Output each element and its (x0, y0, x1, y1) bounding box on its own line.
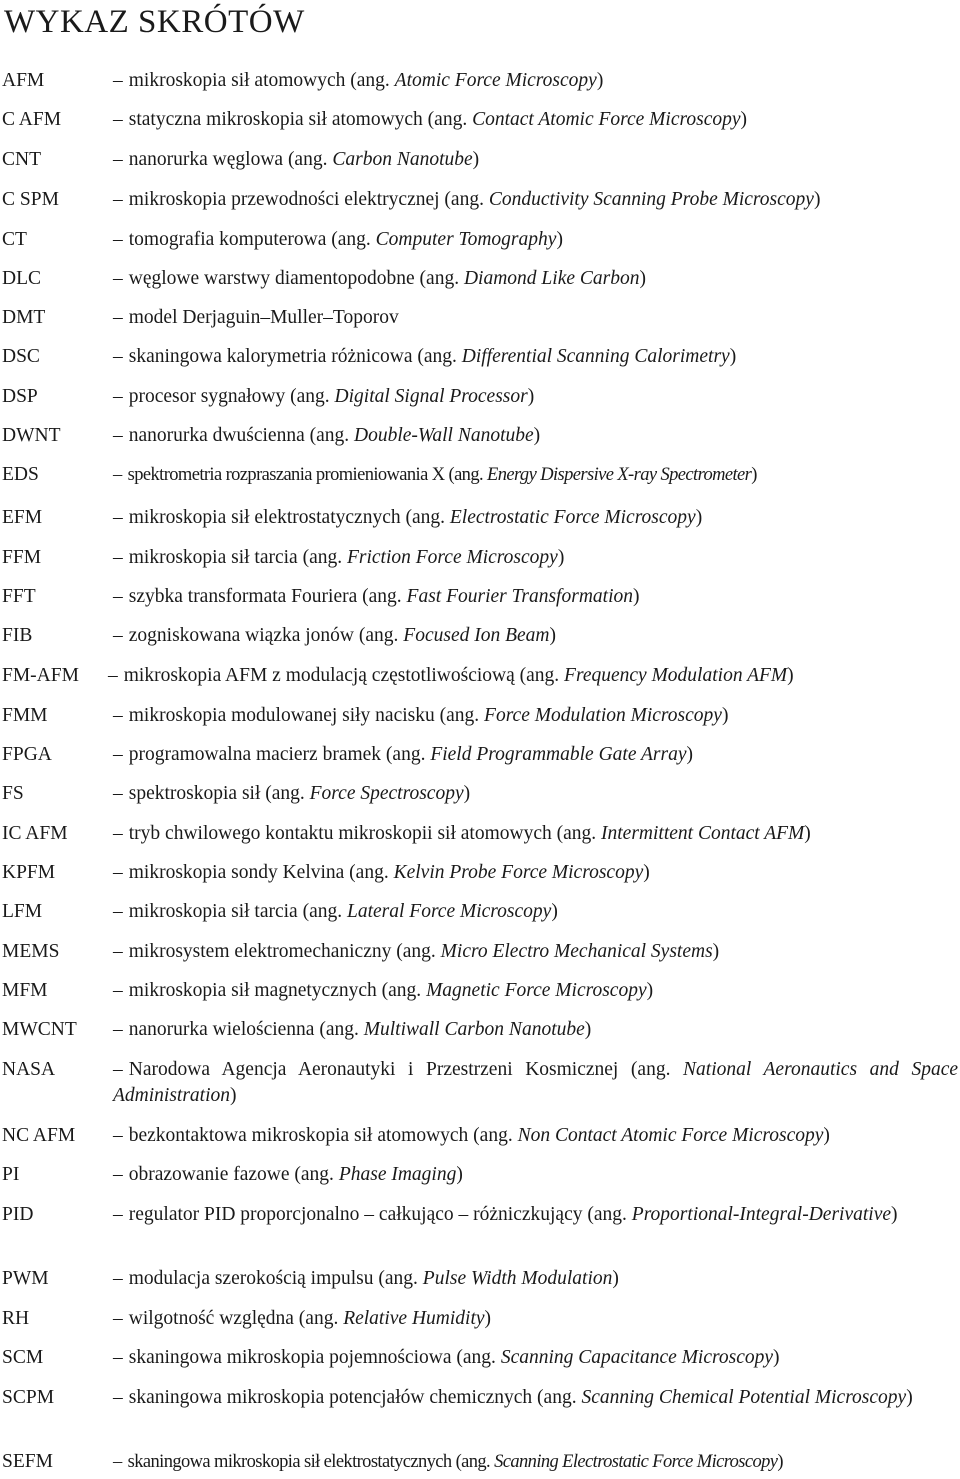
polish-definition: skaningowa mikroskopia pojemnościowa (ang. (128, 1347, 501, 1368)
dash-separator: – (113, 1347, 123, 1368)
dash-separator: – (113, 625, 123, 646)
english-term: Scanning Electrostatic Force Microscopy (494, 1452, 778, 1472)
closing-parenthesis: ) (891, 1204, 898, 1225)
abbreviation-description (113, 266, 958, 292)
polish-definition: wilgotność względna (ang. (128, 1308, 344, 1329)
closing-parenthesis: ) (533, 425, 541, 446)
abbreviation: NASA (2, 1059, 56, 1080)
dash-separator: – (113, 1204, 123, 1225)
polish-definition: skaningowa mikroskopia potencjałów chemicznych (ang. (128, 1387, 582, 1408)
english-term: Intermittent Contact AFM (601, 823, 805, 844)
abbreviation-description (113, 1123, 958, 1149)
english-term: Force Modulation Microscopy (484, 705, 722, 726)
abbreviation-description (113, 384, 958, 410)
dash-separator: – (113, 386, 123, 407)
abbreviation-description (113, 1266, 958, 1292)
english-term: Kelvin Probe Force Microscopy (393, 862, 644, 883)
abbreviation-description (113, 821, 958, 847)
closing-parenthesis: ) (632, 586, 640, 607)
closing-parenthesis: ) (484, 1308, 492, 1329)
closing-parenthesis: ) (686, 744, 694, 765)
english-term: Differential Scanning Calorimetry (461, 346, 730, 367)
dash-separator: – (113, 586, 123, 607)
closing-parenthesis: ) (584, 1019, 592, 1040)
dash-separator: – (113, 507, 123, 528)
abbreviation: PI (2, 1164, 20, 1185)
abbreviation: FFT (2, 586, 36, 607)
english-term: Diamond Like Carbon (463, 268, 640, 289)
dash-separator: – (113, 1059, 123, 1080)
abbreviation-description (113, 1057, 958, 1109)
closing-parenthesis: ) (557, 547, 565, 568)
abbreviation: NC AFM (2, 1125, 76, 1146)
abbreviation-description (113, 939, 958, 965)
abbreviation: CT (2, 229, 27, 250)
abbreviation: FFM (2, 547, 42, 568)
english-term: Contact Atomic Force Microscopy (472, 109, 741, 130)
abbreviation: IC AFM (2, 823, 68, 844)
polish-definition: mikroskopia AFM z modulacją częstotliwościową (ang. (123, 665, 565, 686)
closing-parenthesis: ) (549, 625, 556, 646)
abbreviation: SEFM (2, 1451, 53, 1472)
abbreviation-description (113, 899, 958, 925)
polish-definition: nanorurka dwuścienna (ang. (128, 425, 354, 446)
abbreviation-description (113, 978, 958, 1004)
english-term: Computer Tomography (375, 229, 557, 250)
closing-parenthesis: ) (456, 1164, 463, 1185)
polish-definition: programowalna macierz bramek (ang. (128, 744, 431, 765)
dash-separator: – (113, 346, 123, 367)
english-term: Electrostatic Force Microscopy (449, 507, 696, 528)
polish-definition: obrazowanie fazowe (ang. (128, 1164, 339, 1185)
closing-parenthesis: ) (639, 268, 646, 289)
closing-parenthesis: ) (612, 1268, 619, 1289)
english-term: Phase Imaging (338, 1164, 457, 1185)
closing-parenthesis: ) (551, 901, 558, 922)
dash-separator: – (113, 1308, 123, 1329)
dash-separator: – (113, 744, 123, 765)
abbreviation-description (113, 1385, 958, 1411)
english-term: Energy Dispersive X-ray Spectrometer (487, 465, 752, 485)
abbreviation: AFM (2, 70, 45, 91)
dash-separator: – (113, 189, 123, 210)
polish-definition: regulator PID proporcjonalno – całkująco – różniczkujący (ang. (128, 1204, 632, 1225)
dash-separator: – (113, 901, 123, 922)
polish-definition: statyczna mikroskopia sił atomowych (ang. (128, 109, 473, 130)
english-term: Scanning Capacitance Microscopy (500, 1347, 774, 1368)
abbreviation-description (113, 781, 958, 807)
polish-definition: zogniskowana wiązka jonów (ang. (128, 625, 404, 646)
dash-separator: – (113, 941, 123, 962)
polish-definition: skaningowa mikroskopia sił elektrostatycznych (ang. (127, 1452, 495, 1472)
polish-definition: mikroskopia sił atomowych (ang. (128, 70, 395, 91)
abbreviation: MWCNT (2, 1019, 77, 1040)
abbreviation: SCM (2, 1347, 44, 1368)
abbreviation: EFM (2, 507, 43, 528)
dash-separator: – (113, 1387, 123, 1408)
closing-parenthesis: ) (643, 862, 650, 883)
english-term: Conductivity Scanning Probe Microscopy (488, 189, 814, 210)
english-term: Frequency Modulation AFM (564, 665, 788, 686)
abbreviation-description (113, 584, 958, 610)
abbreviation: FMM (2, 705, 48, 726)
polish-definition: węglowe warstwy diamentopodobne (ang. (128, 268, 464, 289)
polish-definition: skaningowa kalorymetria różnicowa (ang. (128, 346, 462, 367)
english-term: Pulse Width Modulation (422, 1268, 613, 1289)
abbreviation: LFM (2, 901, 43, 922)
abbreviation: RH (2, 1308, 30, 1329)
abbreviation: FPGA (2, 744, 52, 765)
english-term: Atomic Force Microscopy (394, 70, 597, 91)
abbreviation: MFM (2, 980, 48, 1001)
dash-separator: – (113, 823, 123, 844)
english-term: Digital Signal Processor (334, 386, 528, 407)
closing-parenthesis: ) (721, 705, 729, 726)
english-term: Micro Electro Mechanical Systems (440, 941, 713, 962)
abbreviation-description (113, 742, 958, 768)
abbreviation-description (108, 663, 958, 689)
english-term: Proportional-Integral-Derivative (631, 1204, 892, 1225)
abbreviation-description (113, 462, 958, 488)
abbreviation: PWM (2, 1268, 49, 1289)
abbreviation-description (113, 1449, 958, 1475)
dash-separator: – (113, 980, 123, 1001)
abbreviation: DSP (2, 386, 38, 407)
closing-parenthesis: ) (556, 229, 563, 250)
closing-parenthesis: ) (740, 109, 748, 130)
dash-separator: – (113, 70, 123, 91)
dash-separator: – (113, 307, 123, 328)
polish-definition: szybka transformata Fouriera (ang. (128, 586, 407, 607)
closing-parenthesis: ) (695, 507, 703, 528)
closing-parenthesis: ) (712, 941, 720, 962)
polish-definition: tryb chwilowego kontaktu mikroskopii sił atomowych (ang. (128, 823, 602, 844)
closing-parenthesis: ) (751, 465, 757, 485)
english-term: Magnetic Force Microscopy (426, 980, 647, 1001)
abbreviation-description (113, 545, 958, 571)
closing-parenthesis: ) (804, 823, 811, 844)
closing-parenthesis: ) (527, 386, 535, 407)
abbreviation: DSC (2, 346, 40, 367)
closing-parenthesis: ) (463, 783, 471, 804)
english-term: Lateral Force Microscopy (346, 901, 552, 922)
polish-definition: nanorurka wielościenna (ang. (128, 1019, 364, 1040)
english-term: Carbon Nanotube (332, 149, 473, 170)
abbreviation: C SPM (2, 189, 59, 210)
page-title: WYKAZ SKRÓTÓW (4, 4, 305, 40)
dash-separator: – (113, 1268, 123, 1289)
abbreviation-description (113, 860, 958, 886)
closing-parenthesis: ) (823, 1125, 830, 1146)
abbreviation-description (113, 1162, 958, 1188)
english-term: National Aeronautics and Space Administration (113, 1059, 958, 1106)
closing-parenthesis: ) (787, 665, 794, 686)
english-term: Field Programmable Gate Array (430, 744, 687, 765)
polish-definition: spektrometria rozpraszania promieniowania X (ang. (127, 465, 488, 485)
dash-separator: – (113, 465, 122, 485)
closing-parenthesis: ) (777, 1452, 783, 1472)
abbreviation: FS (2, 783, 24, 804)
abbreviation: DWNT (2, 425, 61, 446)
dash-separator: – (108, 665, 118, 686)
polish-definition: modulacja szerokością impulsu (ang. (128, 1268, 423, 1289)
closing-parenthesis: ) (230, 1085, 237, 1106)
abbreviation: KPFM (2, 862, 56, 883)
english-term: Friction Force Microscopy (346, 547, 558, 568)
abbreviation-description (113, 147, 958, 173)
polish-definition: mikroskopia przewodności elektrycznej (ang. (128, 189, 489, 210)
english-term: Relative Humidity (343, 1308, 485, 1329)
abbreviation-description (113, 1306, 958, 1332)
english-term: Focused Ion Beam (403, 625, 550, 646)
polish-definition: bezkontaktowa mikroskopia sił atomowych (ang. (128, 1125, 518, 1146)
dash-separator: – (113, 705, 123, 726)
abbreviation-description (113, 227, 958, 253)
dash-separator: – (113, 229, 123, 250)
polish-definition: procesor sygnałowy (ang. (128, 386, 335, 407)
dash-separator: – (113, 862, 123, 883)
abbreviation: EDS (2, 464, 39, 485)
english-term: Double-Wall Nanotube (354, 425, 534, 446)
dash-separator: – (113, 109, 123, 130)
polish-definition: mikroskopia sondy Kelvina (ang. (128, 862, 394, 883)
abbreviation: FM-AFM (2, 665, 79, 686)
dash-separator: – (113, 783, 123, 804)
abbreviation: MEMS (2, 941, 60, 962)
closing-parenthesis: ) (472, 149, 480, 170)
polish-definition: mikroskopia sił tarcia (ang. (128, 901, 347, 922)
dash-separator: – (113, 547, 123, 568)
english-term: Fast Fourier Transformation (406, 586, 633, 607)
closing-parenthesis: ) (773, 1347, 780, 1368)
closing-parenthesis: ) (813, 189, 821, 210)
closing-parenthesis: ) (906, 1387, 913, 1408)
closing-parenthesis: ) (729, 346, 737, 367)
abbreviation: DMT (2, 307, 46, 328)
abbreviation-description (113, 703, 958, 729)
english-term: Multiwall Carbon Nanotube (363, 1019, 585, 1040)
abbreviation-description (113, 505, 958, 531)
abbreviation-description (113, 68, 958, 94)
abbreviation-description (113, 423, 958, 449)
polish-definition: nanorurka węglowa (ang. (128, 149, 333, 170)
abbreviation-description (113, 305, 958, 331)
polish-definition: mikroskopia sił elektrostatycznych (ang. (128, 507, 450, 528)
dash-separator: – (113, 1019, 123, 1040)
dash-separator: – (113, 149, 123, 170)
polish-definition: mikrosystem elektromechaniczny (ang. (128, 941, 441, 962)
abbreviation-description (113, 187, 958, 213)
dash-separator: – (113, 1125, 123, 1146)
abbreviation: FIB (2, 625, 33, 646)
abbreviation-description (113, 1202, 958, 1228)
abbreviation-description (113, 1017, 958, 1043)
polish-definition: spektroskopia sił (ang. (128, 783, 310, 804)
closing-parenthesis: ) (596, 70, 604, 91)
polish-definition: Narodowa Agencja Aeronautyki i Przestrzeni Kosmicznej (ang. (128, 1059, 684, 1080)
abbreviation: SCPM (2, 1387, 55, 1408)
abbreviation: C AFM (2, 109, 62, 130)
dash-separator: – (113, 268, 123, 289)
dash-separator: – (113, 425, 123, 446)
polish-definition: mikroskopia sił magnetycznych (ang. (128, 980, 427, 1001)
polish-definition: mikroskopia modulowanej siły nacisku (ang. (128, 705, 485, 726)
abbreviation: PID (2, 1204, 34, 1225)
polish-definition: tomografia komputerowa (ang. (128, 229, 376, 250)
abbreviation-description (113, 623, 958, 649)
polish-definition: model Derjaguin–Muller–Toporov (128, 307, 399, 328)
dash-separator: – (113, 1164, 123, 1185)
abbreviation: CNT (2, 149, 41, 170)
abbreviation-description (113, 107, 958, 133)
closing-parenthesis: ) (646, 980, 654, 1001)
english-term: Scanning Chemical Potential Microscopy (581, 1387, 907, 1408)
abbreviation: DLC (2, 268, 41, 289)
abbreviation-description (113, 344, 958, 370)
dash-separator: – (113, 1452, 122, 1472)
abbreviation-description (113, 1345, 958, 1371)
english-term: Non Contact Atomic Force Microscopy (517, 1125, 824, 1146)
english-term: Force Spectroscopy (309, 783, 464, 804)
polish-definition: mikroskopia sił tarcia (ang. (128, 547, 347, 568)
